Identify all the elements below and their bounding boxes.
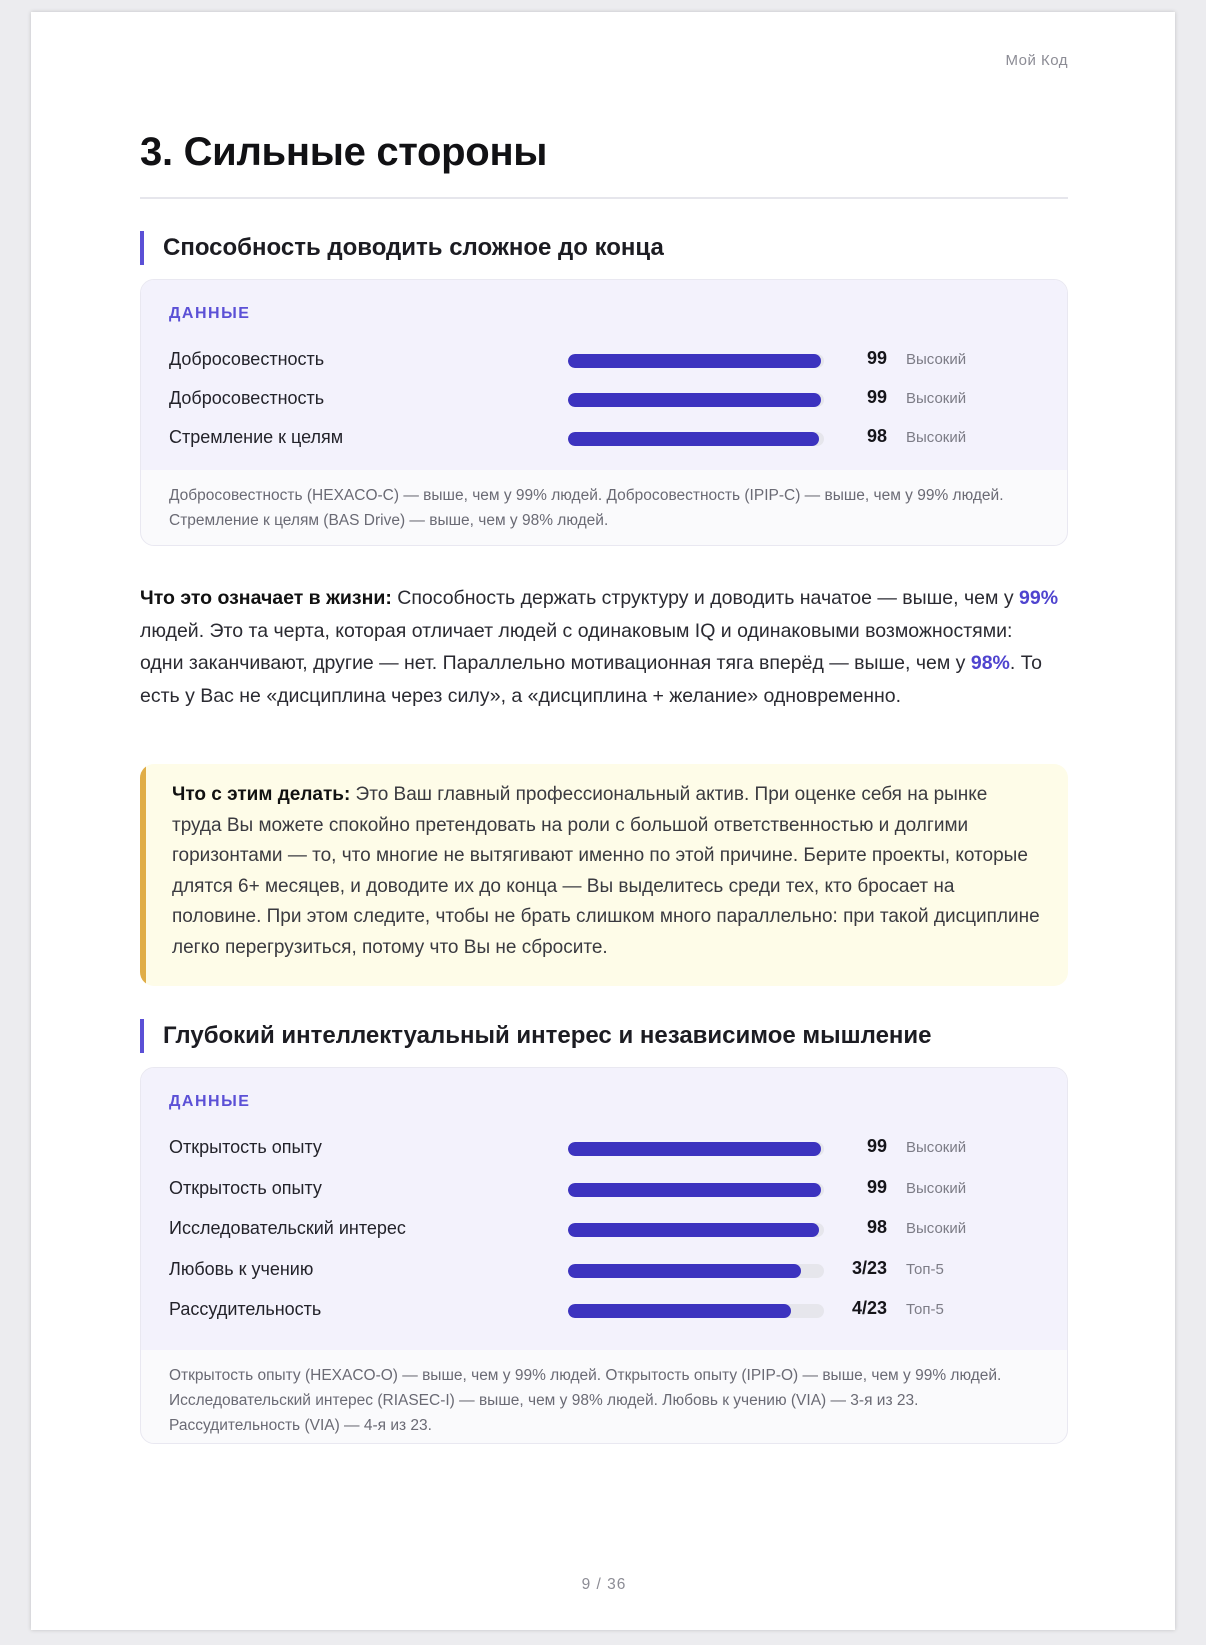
title-divider <box>140 197 1068 199</box>
metric-row <box>141 1298 1067 1322</box>
meaning-text: Способность держать структуру и доводить начатое — выше, чем у <box>391 587 1019 609</box>
metric-bar <box>568 1223 824 1237</box>
advice-accent-bar <box>140 764 146 986</box>
data-card <box>140 279 1068 546</box>
page-separator: / <box>591 1576 608 1593</box>
metric-level: Высокий <box>906 390 967 407</box>
metric-name: Рассудительность <box>169 1299 322 1319</box>
data-card <box>140 1067 1068 1444</box>
metric-value: 99 <box>866 1177 887 1197</box>
page-number <box>140 1576 1068 1594</box>
data-footnote: Добросовестность (HEXACO-C) — выше, чем у 99% людей. Добросовестность (IPIP-C) — выше, чем у 99% людей. Стремление к целям (BAS Drive) — выше, чем у 98% людей. <box>169 487 1004 529</box>
metric-bar-fill <box>568 1264 801 1278</box>
highlight-percent: 99% <box>1019 587 1059 609</box>
data-footnote: Открытость опыту (HEXACO-O) — выше, чем у 99% людей. Открытость опыту (IPIP-O) — выше, чем у 99% людей. Исследовательский интерес (RIASEC-I) — выше, чем у 98% людей. Любовь к учению (VIA) — 3-я из 23. Рассудительность (VIA) — 4-я из 23. <box>169 1367 1002 1434</box>
metric-bar-fill <box>568 1142 821 1156</box>
brand-label: Мой Код <box>1005 52 1068 69</box>
highlight-percent: 98% <box>970 652 1010 674</box>
metric-value: 3/23 <box>851 1258 887 1278</box>
meaning-lead: Что это означает в жизни: <box>140 587 392 609</box>
metric-level: Высокий <box>906 1220 967 1237</box>
page-title: 3. Сильные стороны <box>140 130 548 174</box>
metric-bar <box>568 1142 824 1156</box>
metric-name: Открытость опыту <box>169 1137 322 1157</box>
meaning-text: . То есть у Вас не «дисциплина через силу», а «дисциплина + желание» одновременно. <box>140 652 1042 707</box>
page-content <box>140 12 1068 1630</box>
metric-row <box>141 1177 1067 1201</box>
metric-level: Высокий <box>906 1139 967 1156</box>
section-heading-text: Глубокий интеллектуальный интерес и независимое мышление <box>163 1022 932 1049</box>
metric-level: Высокий <box>906 351 967 368</box>
metric-value: 99 <box>866 1136 887 1156</box>
metric-level: Высокий <box>906 1180 967 1197</box>
metric-row <box>141 1136 1067 1160</box>
page-total: 36 <box>607 1576 627 1593</box>
metric-bar-fill <box>568 393 821 407</box>
metric-name: Стремление к целям <box>169 427 344 447</box>
section-heading-text: Способность доводить сложное до конца <box>163 234 664 261</box>
metric-name: Исследовательский интерес <box>169 1218 406 1238</box>
metric-row <box>141 426 1067 450</box>
section-heading <box>140 231 1068 265</box>
metric-bar <box>568 1304 824 1318</box>
metric-name: Любовь к учению <box>169 1259 314 1279</box>
advice-text <box>172 780 1042 963</box>
metric-row <box>141 1217 1067 1241</box>
metric-row <box>141 387 1067 411</box>
meaning-paragraph <box>140 582 1060 712</box>
metric-level: Топ-5 <box>906 1301 944 1318</box>
metric-value: 4/23 <box>851 1298 887 1318</box>
metric-bar-fill <box>568 432 819 446</box>
metric-row <box>141 348 1067 372</box>
data-label: ДАННЫЕ <box>169 305 251 322</box>
metric-value: 99 <box>866 348 887 368</box>
advice-callout <box>140 764 1068 986</box>
data-card-metrics <box>141 1068 1067 1350</box>
metric-bar <box>568 1264 824 1278</box>
data-card-metrics <box>141 280 1067 470</box>
advice-body: Это Ваш главный профессиональный актив. При оценке себя на рынке труда Вы можете спокойно претендовать на роли с большой ответственностью и долгими горизонтами — то, что многие не вытягивают именно по этой причине. Берите проекты, которые длятся 6+ месяцев, и доводите их до конца — Вы выделитесь среди тех, кто бросает на половине. При этом следите, чтобы не брать слишком много параллельно: при такой дисциплине легко перегрузиться, потому что Вы не сбросите. <box>172 784 1040 958</box>
metric-bar-fill <box>568 1183 821 1197</box>
metric-row <box>141 1258 1067 1282</box>
page-current: 9 <box>581 1576 592 1593</box>
data-label: ДАННЫЕ <box>169 1093 251 1110</box>
metric-bar-fill <box>568 1304 791 1318</box>
section-heading <box>140 1019 1068 1053</box>
metric-name: Открытость опыту <box>169 1178 322 1198</box>
metric-value: 99 <box>866 387 887 407</box>
metric-value: 98 <box>866 426 887 446</box>
metric-bar <box>568 1183 824 1197</box>
metric-bar-fill <box>568 1223 819 1237</box>
metric-name: Добросовестность <box>169 349 325 369</box>
metric-name: Добросовестность <box>169 388 325 408</box>
metric-level: Топ-5 <box>906 1261 944 1278</box>
meaning-text: людей. Это та черта, которая отличает людей с одинаковым IQ и одинаковыми возможностями: одни заканчивают, другие — нет. Параллельно мотивационная тяга вперёд — выше, чем у <box>140 619 1013 674</box>
advice-lead: Что с этим делать: <box>172 784 351 805</box>
metric-bar <box>568 354 824 368</box>
metric-bar-fill <box>568 354 821 368</box>
document-page <box>31 12 1175 1630</box>
metric-level: Высокий <box>906 429 967 446</box>
metric-bar <box>568 432 824 446</box>
metric-bar <box>568 393 824 407</box>
metric-value: 98 <box>866 1217 887 1237</box>
